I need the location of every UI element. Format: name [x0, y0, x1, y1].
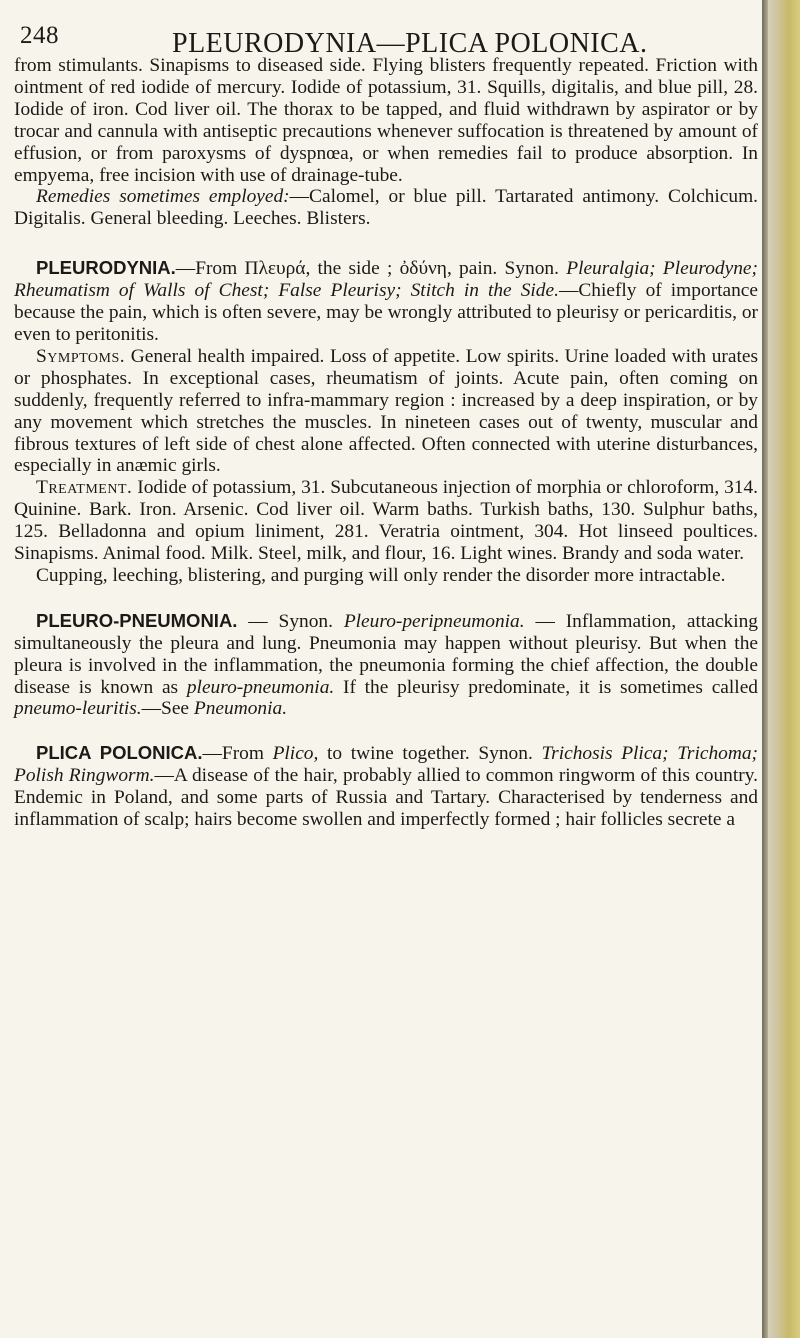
- pneumo-pleuritis-term: pneumo-leuritis.: [14, 698, 142, 720]
- plica-etymology-prefix: —From: [202, 743, 273, 765]
- pleuro-pneumonia-synon-label: — Synon.: [237, 610, 344, 632]
- binding-shadow: [762, 0, 768, 1338]
- section-gap: [14, 230, 758, 257]
- pleurodynia-etymology: —From Πλευρά, the side ; ὀδύνη, pain. Synon.: [175, 258, 559, 280]
- symptoms-label: Symptoms.: [36, 345, 126, 367]
- pleurodynia-symptoms: [14, 346, 758, 477]
- see-reference-label: —See: [141, 698, 194, 720]
- entry-term-plica-polonica: PLICA POLONICA.: [36, 742, 203, 764]
- entry-pleurodynia: [14, 257, 758, 346]
- entry-pleuro-pneumonia: [14, 610, 758, 721]
- pleuro-pneumonia-italic-term: pleuro-pneumonia.: [186, 676, 335, 698]
- page-header: [20, 14, 760, 58]
- plica-description: —A disease of the hair, probably allied to common ringworm of this country. Endemic in Poland, and some parts of Russia and Tartary. Characterised by tenderness and inflammation of scalp; hairs become swollen and imperfectly formed ; hair follicles secrete a: [14, 765, 758, 831]
- pleurodynia-synonyms: Pleuralgia; Pleurodyne; Rheumatism of Walls of Chest; False Pleurisy; Stitch in the Side.: [14, 258, 758, 302]
- section-gap: [14, 587, 758, 610]
- paragraph-remedies: [14, 186, 758, 230]
- entry-term-pleuro-pneumonia: PLEURO-PNEUMONIA.: [36, 609, 238, 631]
- entry-term-pleurodynia: PLEURODYNIA.: [36, 257, 176, 279]
- remedies-lead: Remedies sometimes employed:: [36, 186, 290, 208]
- paragraph-stimulants: from stimulants. Sinapisms to diseased side. Flying blisters frequently repeated. Friction with ointment of red iodide of mercury. Iodide of potassium, 31. Squills, digitalis, and blue pill, 28. Iodide of iron. Cod liver oil. The thorax to be tapped, and fluid withdrawn by aspirator or by trocar and cannula with antiseptic precautions whenever suffocation is threatened by amount of effusion, or from paroxysms of dyspnœa, or when remedies fail to produce absorption. In empyema, free incision with use of drainage-tube.: [14, 55, 758, 186]
- plica-etymology-rest: to twine together. Synon.: [318, 743, 542, 765]
- section-gap: [14, 720, 758, 742]
- pleuro-pneumonia-text-2: If the pleurisy predominate, it is sometimes called: [334, 676, 758, 698]
- page-number: 248: [20, 22, 59, 49]
- see-reference-pneumonia: Pneumonia.: [193, 698, 288, 720]
- remedies-text: —Calomel, or blue pill. Tartarated antimony. Colchicum. Digitalis. General bleeding. Leeches. Blisters.: [14, 186, 758, 230]
- pleurodynia-description: —Chiefly of importance because the pain, which is often severe, may be wrongly attributed to pleurisy or pericarditis, or even to peritonitis.: [14, 280, 758, 345]
- pleuro-pneumonia-synonym: Pleuro-peripneumonia.: [343, 610, 525, 632]
- pleurodynia-treatment: [14, 477, 758, 565]
- entry-plica-polonica: [14, 742, 758, 831]
- treatment-text: Iodide of potassium, 31. Subcutaneous injection of morphia or chloroform, 314. Quinine. Bark. Iron. Arsenic. Cod liver oil. Warm baths. Turkish baths, 130. Sulphur baths, 125. Belladonna and opium liniment, 281. Veratria ointment, 304. Hot linseed poultices. Sinapisms. Animal food. Milk. Steel, milk, and flour, 16. Light wines. Brandy and soda water.: [14, 477, 758, 565]
- treatment-label: Treatment.: [36, 477, 133, 499]
- plica-etymology-word: Plico,: [272, 743, 319, 765]
- pleurodynia-cupping-note: Cupping, leeching, blistering, and purging will only render the disorder more intractable.: [36, 564, 726, 586]
- running-head: PLEURODYNIA—PLICA POLONICA.: [172, 28, 648, 59]
- plica-synonyms: Trichosis Plica; Trichoma; Polish Ringworm.: [14, 743, 759, 787]
- symptoms-text: General health impaired. Loss of appetite. Low spirits. Urine loaded with urates or phosphates. In exceptional cases, rheumatism of joints. Acute pain, often coming on suddenly, frequently referred to infra-mammary region : increased by a deep inspiration, or by any movement which stretches the muscles. In nineteen cases out of twenty, muscular and fibrous textures of left side of chest alone affected. Often connected with uterine disturbances, especially in anæmic girls.: [14, 345, 758, 477]
- pleuro-pneumonia-text: — Inflammation, attacking simultaneously the pleura and lung. Pneumonia may happen without pleurisy. But when the pleura is involved in the inflammation, the pneumonia forming the chief affection, the double disease is known as: [14, 610, 758, 698]
- body-text: [14, 55, 758, 831]
